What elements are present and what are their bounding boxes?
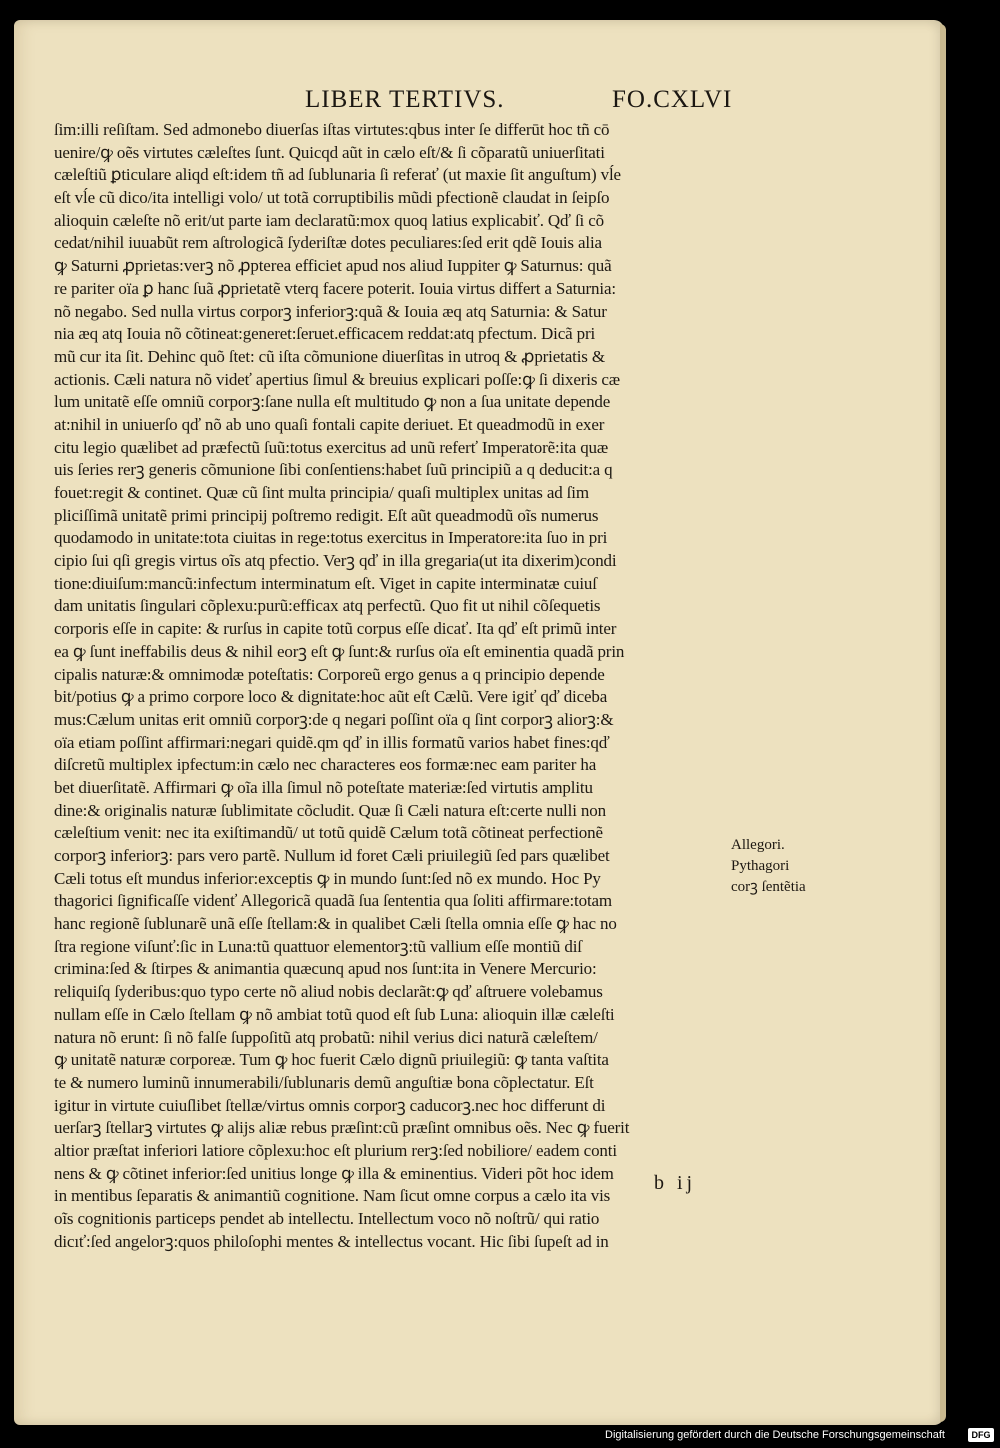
folio-number: FO.CXLVI [612,86,733,113]
text-line: natura nõ erunt: ſi nõ falſe ſuppoſitũ atq probatũ: nihil verius dici naturã cæleſtem/ [54,1027,598,1047]
text-line: bet diuerſitatẽ. Affirmari ꝙ oĩa illa ſimul nõ poteſtate materiæ:ſed virtutis amplitu [54,777,593,797]
text-line: diſcretũ multiplex ipfectum:in cælo nec characteres eos formæ:nec eam pariter ha [54,755,597,775]
text-line: cedat/nihil iuuabũt rem aſtrologicã ſyderiſtæ dotes peculiares:ſed erit qdẽ Iouis alia [54,233,602,253]
text-line: corporis eſſe in capite: & rurſus in capite totũ corpus eſſe dicať. Ita qď eſt primũ inter [54,619,617,639]
text-line: cæleſtiũ ꝑticulare aliqd eſt:idem tñ ad ſublunaria ſi referať (ut maxie ſit anguſtum) vĺe [54,165,621,185]
text-line: at:nihil in uniuerſo qď nõ ab uno quaſi fontali capite deriuet. Et queadmodũ in exer [54,414,605,434]
text-line: uerſarꝫ ſtellarꝫ virtutes ꝙ alijs aliæ rebus præſint:cũ præſint omnibus oẽs. Nec ꝙ fuerit [54,1118,630,1138]
text-line: nõ negabo. Sed nulla virtus corporꝫ inferiorꝫ:quã & Iouia æq atq Saturnia: & Satur [54,301,607,321]
signature-mark: b ij [654,1172,697,1194]
text-line: quodamodo in unitate:tota ciuitas in rege:totus exercitus in Imperatore:ita ſuo in pri [54,528,608,548]
text-line: nens & ꝙ cõtinet inferior:ſed unitius longe ꝙ illa & eminentius. Videri põt hoc idem [54,1163,614,1183]
text-line: ꝙ unitatẽ naturæ corporeæ. Tum ꝙ hoc fuerit Cælo dignũ priuilegiũ: ꝙ tanta vaſtita [54,1050,609,1070]
text-line: Cæli totus eſt mundus inferior:exceptis ꝙ in mundo ſunt:ſed nõ ex mundo. Hoc Py [54,868,601,888]
text-line: lum unitatẽ eſſe omniũ corporꝫ:ſane nulla eſt multitudo ꝙ non a ſua unitate depende [54,392,611,412]
text-line: oïa etiam poſſint affirmari:negari quidẽ.qm qď in illis formatũ varios habet fines:qď [54,732,610,752]
body-text-block [54,119,730,1253]
text-line: bit/potius ꝙ a primo corpore loco & dignitate:hoc aũt eſt Cælũ. Vere igiť qď diceba [54,687,608,707]
text-line: tione:diuiſum:mancũ:infectum interminatum eſt. Viget in capite interminatæ cuiuſ [54,573,597,593]
text-line: hanc regionẽ ſublunarẽ unã eſſe ſtellam:& in qualibet Cæli ſtella omnia eſſe ꝙ hac no [54,914,617,934]
text-line: actionis. Cæli natura nõ videť apertius ſimul & breuius explicari poſſe:ꝙ ſi dixeris cæ [54,369,620,389]
text-line: alioquin cæleſte nõ erit/ut parte iam declaratũ:mox quoq latius explicabiť. Qď ſi cõ [54,210,604,230]
text-line: fouet:regit & continet. Quæ cũ ſint multa principia/ quaſi multiplex unitas ad ſim [54,483,589,502]
text-line: reliquiſq ſyderibus:quo typo certe nõ aliud nobis declarãt:ꝙ qď aſtruere volebamus [54,982,603,1002]
text-line: igitur in virtute cuiuſlibet ſtellæ/virtus omnis corporꝫ caducorꝫ.nec hoc differunt di [54,1095,606,1115]
text-line: thagorici ſignificaſſe videnť Allegoricã quadã ſua ſententia qua ſoliti affirmare:totam [54,891,613,911]
text-line: nia æq atq Iouia nõ cõtineat:generet:ſeruet.efficacem reddat:atq pfectum. Dicã pri [54,324,596,344]
text-line: pliciſſimã unitatẽ primi principij poſtremo redigit. Eſt aũt queadmodũ oĩs numerus [54,505,599,525]
text-line: ꝙ Saturni ꝓprietas:verꝫ nõ ꝓpterea efficiet apud nos aliud Iuppiter ꝙ Saturnus: quã [54,256,612,276]
text-line: dine:& originalis naturæ ſublimitate cõcludit. Quæ ſi Cæli natura eſt:certe nulli non [54,800,606,820]
text-line: in mentibus ſeparatis & animantiũ cognitione. Nam ſicut omne corpus a cælo ita vis [54,1186,611,1206]
text-line: citu legio quælibet ad præfectũ ſuũ:totus exercitus ad unũ referť Imperatorẽ:ita quæ [54,437,609,457]
running-head-title: LIBER TERTIVS. [305,86,505,113]
text-line: mus:Cælum unitas erit omniũ corporꝫ:de q negari poſſint oïa q ſint corporꝫ aliorꝫ:& [54,709,614,729]
text-line: crimina:ſed & ſtirpes & animantia quæcunq apud nos ſunt:ita in Venere Mercurio: [54,959,597,979]
text-line: mũ cur ita ſit. Dehinc quõ ſtet: cũ iſta cõmunione diuerſitas in utroq & ꝓprietatis & [54,346,605,366]
marginal-note-line: corꝫ ſentẽtia [731,879,806,895]
marginal-note [731,835,806,898]
text-line: uenire/ꝙ oẽs virtutes cæleſtes ſunt. Quicqd aũt in cælo eſt/& ſi cõparatũ uniuerſitati [54,142,605,162]
text-line: corporꝫ inferiorꝫ: pars vero partẽ. Nullum id foret Cæli priuilegiũ ſed pars quælibet [54,846,610,865]
text-line: cipalis naturæ:& omnimodæ poteſtatis: Corporeũ ergo genus a q principio depende [54,664,605,684]
text-line: dam unitatis ſingulari cõplexu:purũ:efficax atq perfectũ. Quo fit ut nihil cõſequetis [54,596,601,616]
text-line: cæleſtium venit: nec ita exiſtimandũ/ ut totũ quidẽ Cælum totã cõtineat perfectionẽ [54,823,603,843]
text-line: dicıť:ſed angelorꝫ:quos philoſophi mentes & intellectus vocant. Hic ſibi ſupeſt ad in [54,1231,609,1251]
page-edge [940,24,946,1422]
text-line: eſt vĺe cũ dico/ita intelligi volo/ ut totã corruptibilis mũdi pfectionẽ claudat in ſeipſo [54,188,610,208]
digitization-credit: Digitalisierung gefördert durch die Deutsche Forschungsgemeinschaft [605,1429,945,1441]
text-line: ſtra regione viſunť:ſic in Luna:tũ quattuor elementorꝫ:tũ vallium eſſe montiũ diſ [54,936,582,956]
text-line: uis ſeries rerꝫ generis cõmunione ſibi conſentiens:habet ſuũ principiũ a q deducit:a q [54,460,613,480]
text-line: cipio ſui qſi gregis virtus oĩs atq pfectio. Verꝫ qď in illa gregaria(ut ita dixerim)condi [54,551,617,571]
text-line: te & numero luminũ innumerabili/ſublunaris demũ anguſtiæ bona cõplectatur. Eſt [54,1072,594,1092]
marginal-note-line: Allegori. [731,837,785,853]
text-line: oĩs cognitionis particeps pendet ab intellectu. Intellectum voco nõ noſtrũ/ qui ratio [54,1209,600,1228]
dfg-logo: DFG [968,1428,994,1442]
text-line: ea ꝙ ſunt ineffabilis deus & nihil eorꝫ eſt ꝙ ſunt:& rurſus oïa eſt eminentia quadã prin [54,641,625,661]
text-line: nullam eſſe in Cælo ſtellam ꝙ nõ ambiat totũ quod eſt ſub Luna: alioquin illæ cæleſti [54,1004,615,1024]
text-line: re pariter oïa ꝑ hanc ſuã ꝓprietatẽ vterq facere poterit. Iouia virtus differt a Saturnia: [54,278,616,298]
marginal-note-line: Pythagori [731,858,790,874]
text-line: altior præſtat inferiori latiore cõplexu:hoc eſt plurium rerꝫ:ſed nobiliore/ eadem conti [54,1140,617,1160]
text-line: ſim:illi reſiſtam. Sed admonebo diuerſas iſtas virtutes:qbus inter ſe differūt hoc tñ cō [54,120,610,139]
